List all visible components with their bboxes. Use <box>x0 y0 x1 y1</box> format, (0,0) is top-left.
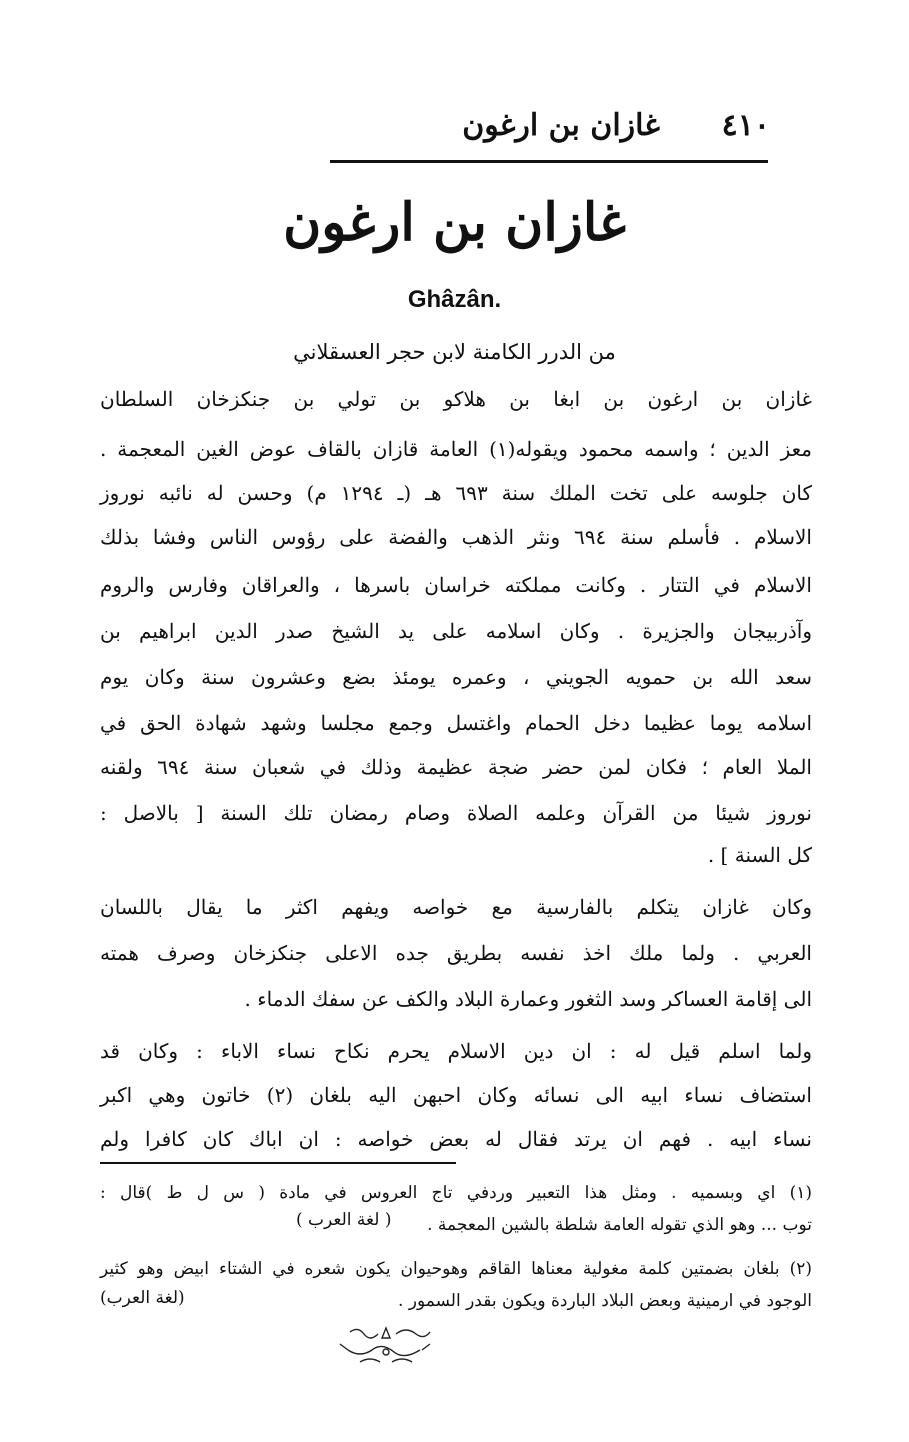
body-line: العربي . ولما ملك اخذ نفسه بطريق جده الاعلى جنكزخان وصرف همته <box>100 941 812 965</box>
ornament-icon <box>330 1322 442 1370</box>
body-line: اسلامه يوما عظيما دخل الحمام واغتسل وجمع مجلسا وشهد شهادة الحق في <box>100 711 812 735</box>
running-title: غازان بن ارغون <box>462 108 660 143</box>
footnote-source: (لغة العرب) <box>100 1288 185 1308</box>
footnote-line: الوجود في ارمينية وبعض البلاد الباردة ويكون بقدر السمور . <box>398 1291 812 1311</box>
body-line: غازان بن ارغون بن ابغا بن هلاكو بن تولي بن جنكزخان السلطان <box>100 387 812 411</box>
body-line: الى إقامة العساكر وسد الثغور وعمارة البلاد والكف عن سفك الدماء . <box>244 987 812 1011</box>
header-rule <box>330 160 768 163</box>
latin-title: Ghâzân. <box>407 286 502 313</box>
body-line: كل السنة ] . <box>707 843 812 867</box>
body-line: نوروز شيئا من القرآن وعلمه الصلاة وصام رمضان تلك السنة [ بالاصل : <box>100 801 812 825</box>
body-line: معز الدين ؛ واسمه محمود ويقوله(١) العامة قازان بالقاف عوض الغين المعجمة . <box>100 437 812 461</box>
body-line: الاسلام في التتار . وكانت مملكته خراسان باسرها ، والعراقان وفارس والروم <box>100 573 812 597</box>
footnote-rule <box>100 1162 456 1164</box>
footnote-line: توب ... وهو الذي تقوله العامة شلطة بالشين المعجمة . <box>427 1215 812 1235</box>
footnote-line: (٢) بلغان بضمتين كلمة مغولية معناها القاقم وهوحيوان يكون شعره في الشتاء ابيض وهو كثير <box>100 1259 812 1279</box>
chapter-title: غازان بن ارغون <box>283 192 626 253</box>
body-line: الملا العام ؛ فكان لمن حضر ضجة عظيمة وذلك في شعبان سنة ٦٩٤ ولقنه <box>100 755 812 779</box>
body-line: استضاف نساء ابيه الى نسائه وكان احبهن اليه بلغان (٢) خاتون وهي اكبر <box>100 1083 812 1107</box>
body-line: نساء ابيه . فهم ان يرتد فقال له بعض خواصه : ان اباك كان كافرا ولم <box>100 1127 812 1151</box>
body-line: وآذربيجان والجزيرة . وكان اسلامه على يد الشيخ صدر الدين ابراهيم بن <box>100 619 812 643</box>
footnote-source: ( لغة العرب ) <box>296 1210 392 1230</box>
body-line: سعد الله بن حمويه الجويني ، وعمره يومئذ بضع وعشرون سنة وكان يوم <box>100 665 812 689</box>
source-line: من الدرر الكامنة لابن حجر العسقلاني <box>293 340 616 364</box>
page-number: ٤١٠ <box>721 108 770 143</box>
body-line: وكان غازان يتكلم بالفارسية مع خواصه ويفهم اكثر ما يقال باللسان <box>100 895 812 919</box>
body-line: الاسلام . فأسلم سنة ٦٩٤ ونثر الذهب والفضة على رؤوس الناس وفشا بذلك <box>100 525 812 549</box>
body-line: ولما اسلم قيل له : ان دين الاسلام يحرم نكاح نساء الاباء : وكان قد <box>100 1039 812 1063</box>
page-header <box>330 108 770 148</box>
footnote-line: (١) اي وبسميه . ومثل هذا التعبير وردفي تاج العروس في مادة ( س ل ط )قال : <box>100 1183 812 1203</box>
body-line: كان جلوسه على تخت الملك سنة ٦٩٣ هـ (ـ ١٢٩٤ م) وحسن له نائبه نوروز <box>100 481 813 505</box>
